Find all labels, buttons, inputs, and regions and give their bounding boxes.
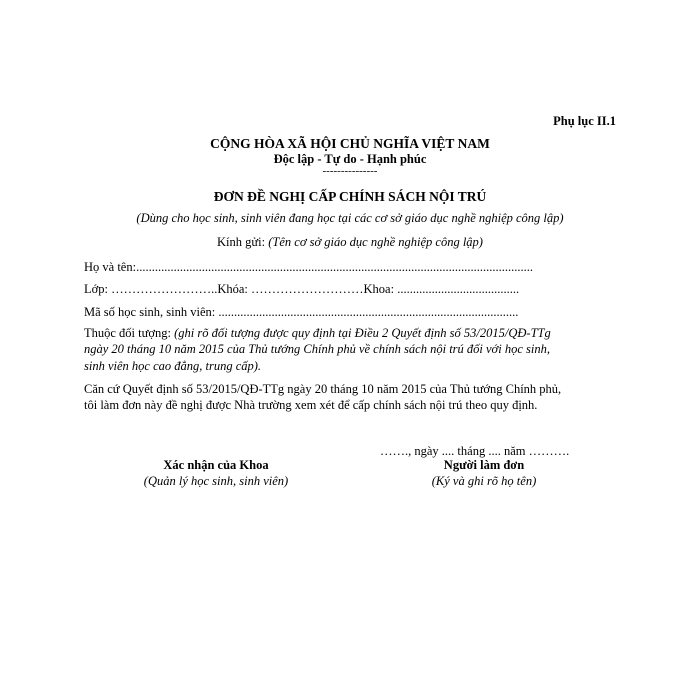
recipient-label: Kính gửi: <box>217 235 269 249</box>
nation-heading: CỘNG HÒA XÃ HỘI CHỦ NGHĨA VIỆT NAM <box>210 136 490 151</box>
course-field[interactable]: Khóa: ……………………… <box>217 282 364 296</box>
target-group-field[interactable] <box>84 325 624 374</box>
applicant-signature-block <box>384 457 584 490</box>
applicant-title: Người làm đơn <box>443 458 525 472</box>
motto: Độc lập - Tự do - Hạnh phúc <box>273 152 427 166</box>
recipient-line <box>0 234 700 250</box>
applicant-note: (Ký và ghi rõ họ tên) <box>431 474 537 489</box>
basis-line-2: tôi làm đơn này đề nghị được Nhà trường xem xét để cấp chính sách nội trú theo quy định. <box>84 398 538 413</box>
target-line-1 <box>84 325 624 341</box>
form-title: ĐƠN ĐỀ NGHỊ CẤP CHÍNH SÁCH NỘI TRÚ <box>213 189 487 204</box>
name-field[interactable]: Họ và tên:............................................................................................................................... <box>84 260 533 274</box>
basis-line-1: Căn cứ Quyết định số 53/2015/QĐ-TTg ngày 20 tháng 10 năm 2015 của Thủ tướng Chính phủ, <box>84 382 562 396</box>
target-note-2: ngày 20 tháng 10 năm 2015 của Thủ tướng Chính phủ về chính sách nội trú đối với học sinh, <box>84 342 550 357</box>
target-label: Thuộc đối tượng: <box>84 326 175 340</box>
faculty-confirmation-note: (Quản lý học sinh, sinh viên) <box>143 474 289 489</box>
heading-separator: --------------- <box>322 165 378 177</box>
form-subtitle: (Dùng cho học sinh, sinh viên đang học tại các cơ sở giáo dục nghề nghiệp công lập) <box>136 211 564 225</box>
class-field[interactable]: Lớp: …………………….. <box>84 282 218 296</box>
student-id-field[interactable]: Mã số học sinh, sinh viên: ................................................................................................ <box>84 305 519 319</box>
basis-paragraph <box>84 381 624 414</box>
target-note-1: (ghi rõ đối tượng được quy định tại Điều 2 Quyết định số 53/2015/QĐ-TTg <box>174 326 551 340</box>
target-note-3: sinh viên học cao đẳng, trung cấp). <box>84 358 262 373</box>
faculty-confirmation-block <box>116 457 316 490</box>
faculty-confirmation-title: Xác nhận của Khoa <box>163 458 269 472</box>
faculty-field[interactable]: Khoa: ....................................... <box>363 282 520 296</box>
date-line[interactable]: ……., ngày .... tháng .... năm ………. <box>380 444 570 458</box>
class-course-faculty-row <box>84 281 519 297</box>
appendix-label: Phụ lục II.1 <box>553 114 616 128</box>
recipient-value: (Tên cơ sở giáo dục nghề nghiệp công lập) <box>268 235 483 249</box>
